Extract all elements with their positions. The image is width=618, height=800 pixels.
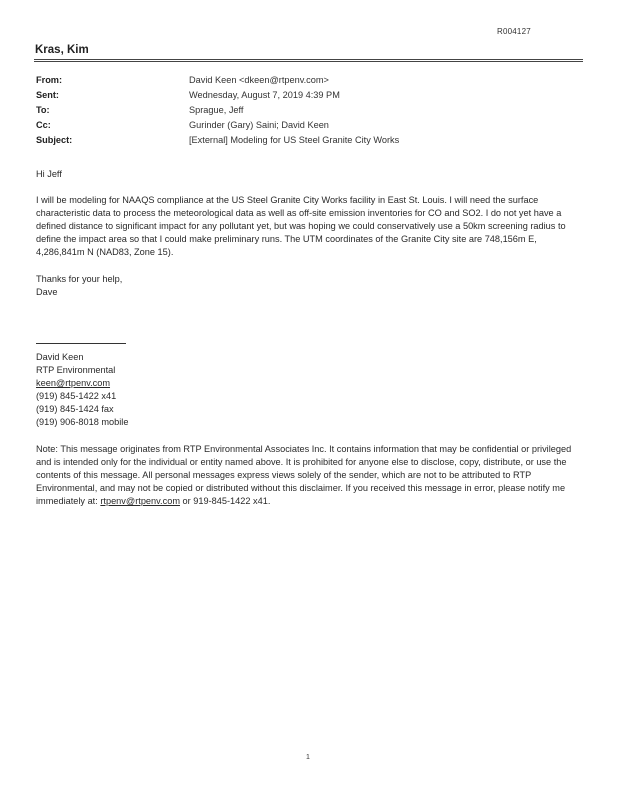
subject-row (36, 133, 582, 148)
closing: Thanks for your help, (36, 274, 123, 284)
disclaimer (36, 443, 582, 508)
signature-separator (36, 343, 126, 344)
sent-label: Sent: (36, 90, 59, 100)
cc-label: Cc: (36, 120, 51, 130)
cc-value: Gurinder (Gary) Saini; David Keen (189, 120, 329, 130)
signature-phone: (919) 845-1422 x41 (36, 391, 117, 401)
subject-value: [External] Modeling for US Steel Granite City Works (189, 135, 400, 145)
from-value: David Keen <dkeen@rtpenv.com> (189, 75, 329, 85)
signature-email-link[interactable]: keen@rtpenv.com (36, 378, 111, 388)
signature-company: RTP Environmental (36, 365, 116, 375)
email-headers (36, 73, 582, 148)
page-number: 1 (306, 754, 310, 761)
disclaimer-email-link[interactable]: rtpenv@rtpenv.com (100, 496, 180, 506)
sent-value: Wednesday, August 7, 2019 4:39 PM (189, 90, 340, 100)
signature-block (36, 351, 582, 429)
bates-number: R004127 (497, 27, 531, 36)
from-label: From: (36, 75, 63, 85)
body-paragraph: I will be modeling for NAAQS compliance at the US Steel Granite City Works facility in East St. Louis. I will need the surface characteristic data to process the meteorological data as well as off-site emission inventories for CO and SO2. I do not yet have a defined distance to significant impact for any pollutant yet, but was hoping we could conservatively use a 50km screening radius to define the impact area so that I could make preliminary runs. The UTM coordinates of the Granite City site are 748,156m E, 4,286,841m N (NAD83, Zone 15). (36, 195, 566, 257)
to-row (36, 103, 582, 118)
from-row (36, 73, 582, 88)
subject-label: Subject: (36, 135, 73, 145)
greeting: Hi Jeff (36, 169, 62, 179)
signature-mobile: (919) 906-8018 mobile (36, 417, 129, 427)
signature-fax: (919) 845-1424 fax (36, 404, 114, 414)
cc-row (36, 118, 582, 133)
to-label: To: (36, 105, 50, 115)
to-value: Sprague, Jeff (189, 105, 244, 115)
signoff: Dave (36, 287, 58, 297)
disclaimer-contact: or 919-845-1422 x41. (179, 496, 271, 506)
disclaimer-text: Note: This message originates from RTP Environmental Associates Inc. It contains information that may be confidential or privileged and is intended only for the individual or entity named above. It is prohibited for anyone else to disclose, copy, distribute, or use the contents of this message. All personal messages express views solely of the sender, which are not to be attributed to RTP Environmental, and may not be copied or distributed without this disclaimer. If you received this message in error, please notify me immediately at: (36, 444, 572, 506)
mailbox-owner-name: Kras, Kim (35, 44, 89, 56)
sent-row (36, 88, 582, 103)
header-divider (34, 59, 583, 62)
signature-name: David Keen (36, 352, 84, 362)
email-body (36, 168, 582, 508)
